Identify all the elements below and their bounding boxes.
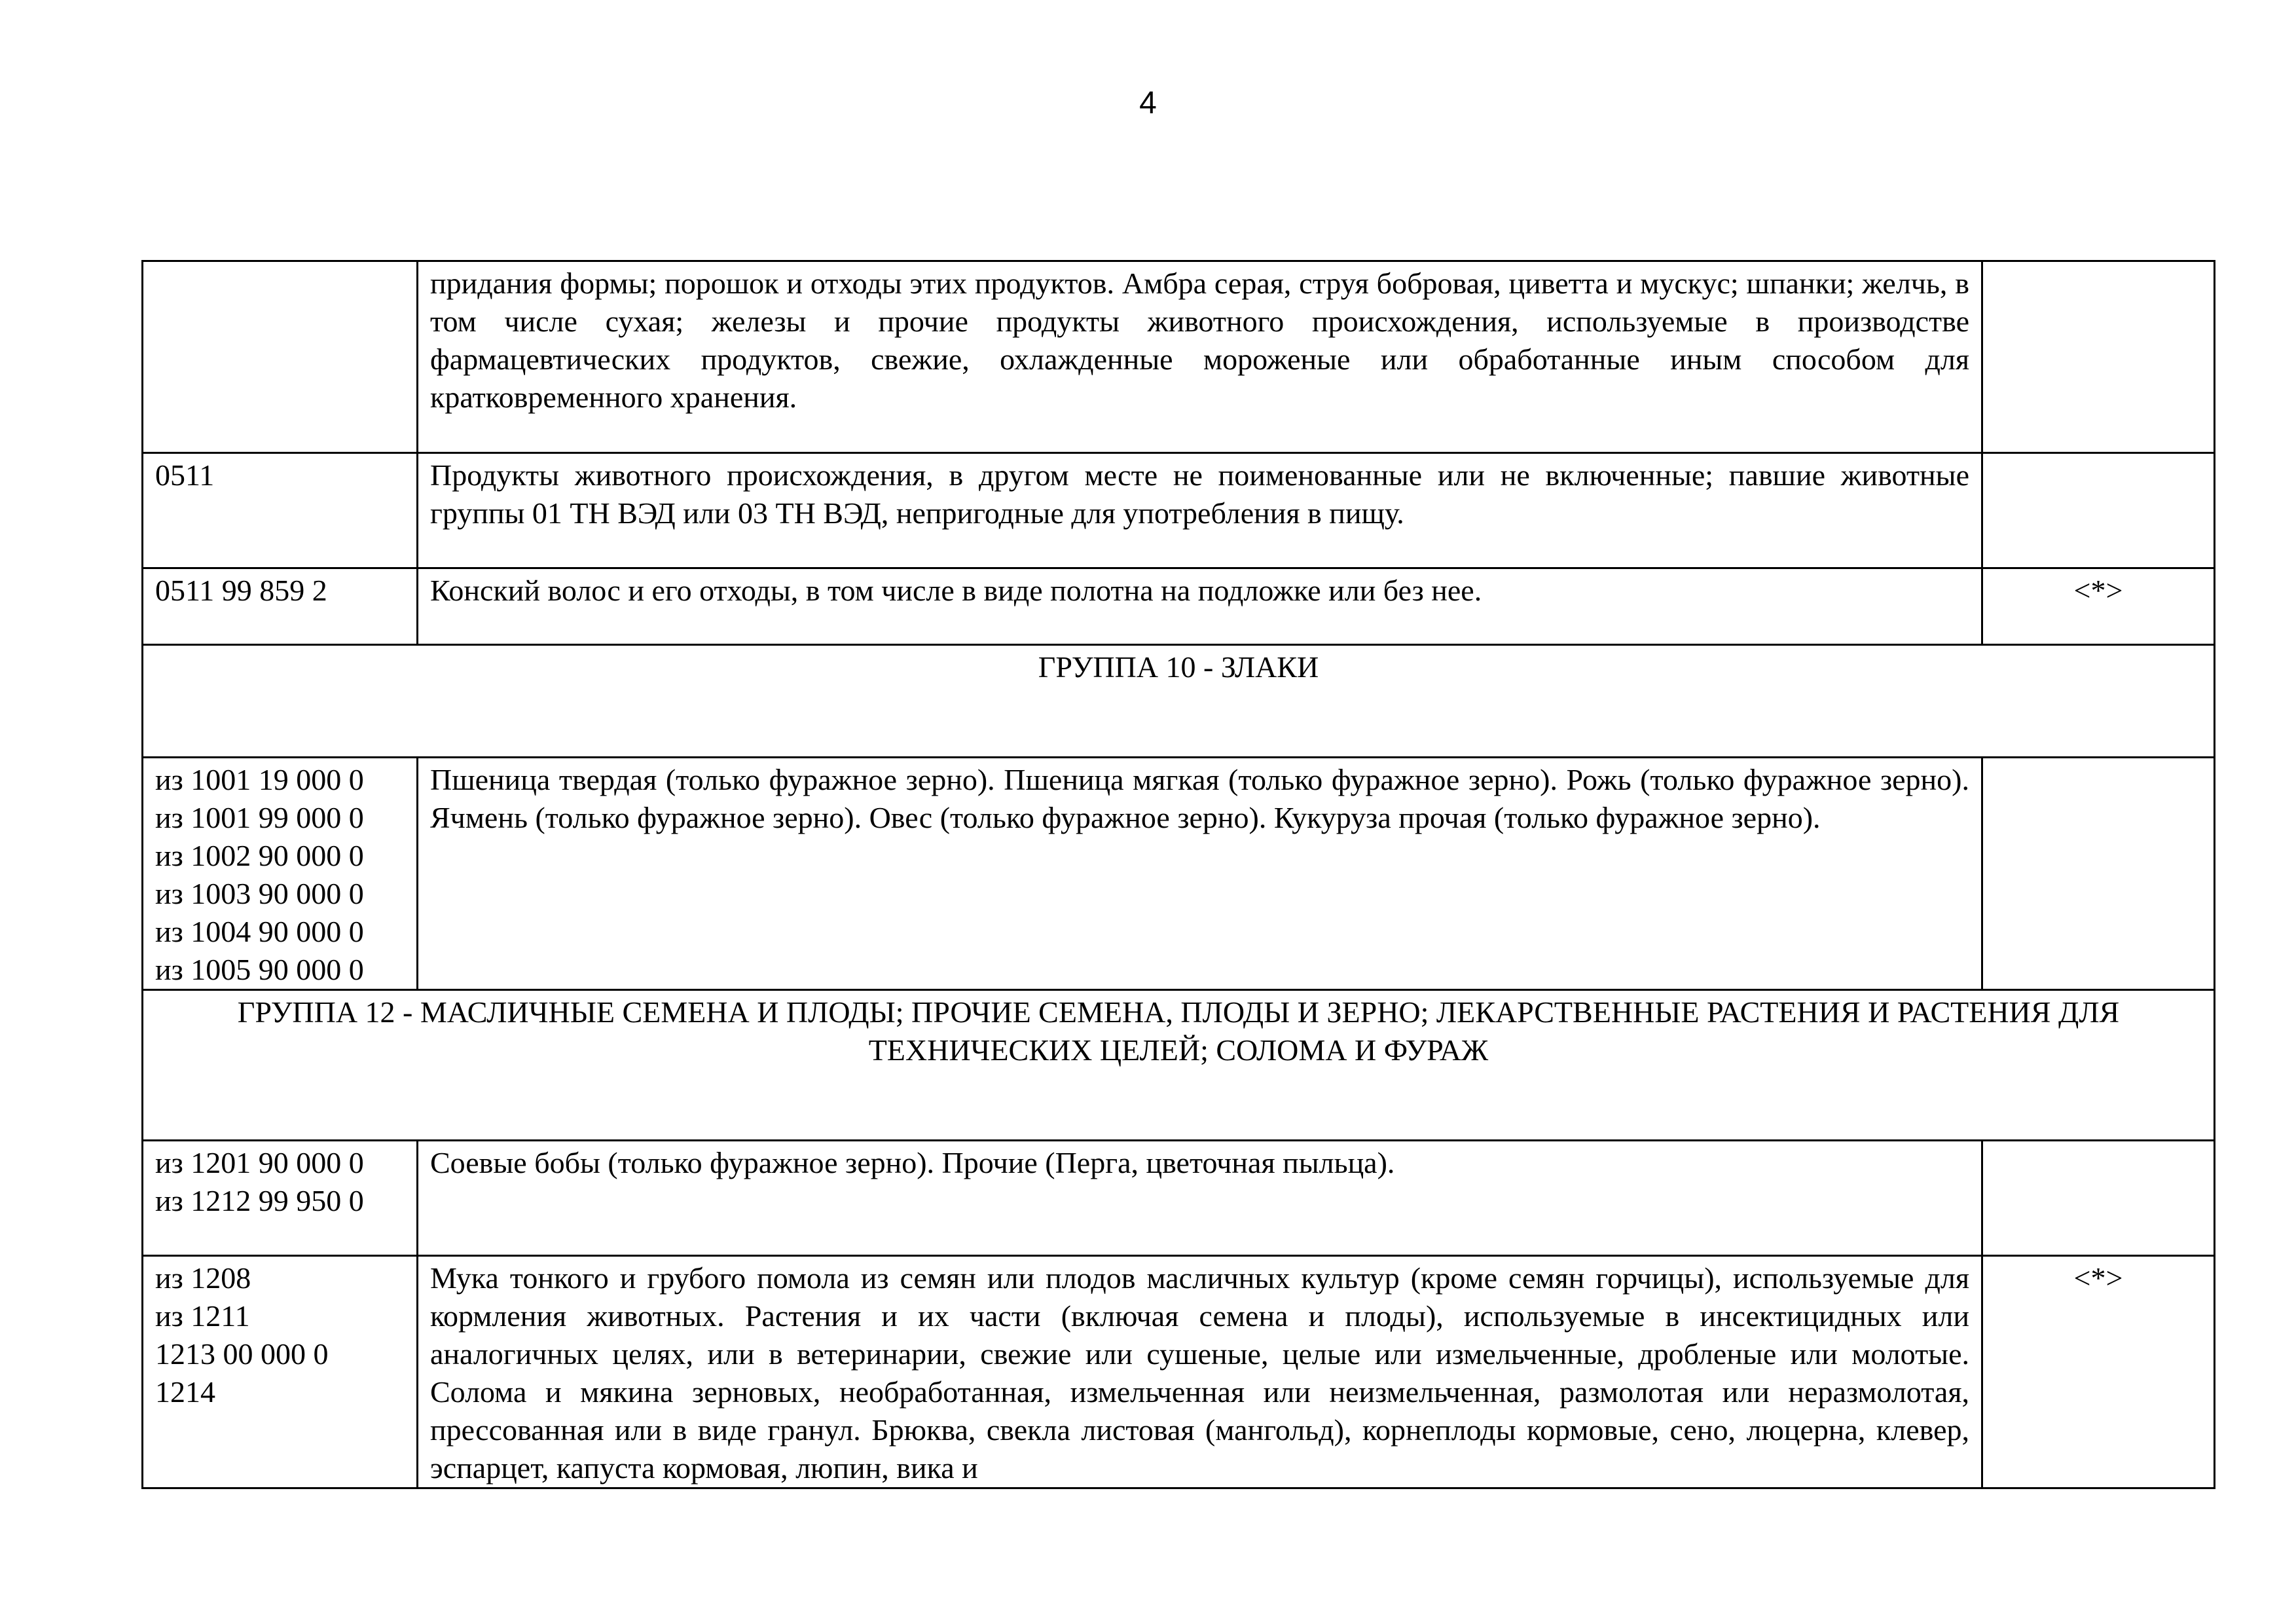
- hs-code: из 1001 19 000 0: [155, 763, 364, 796]
- group-header-row: [143, 990, 2215, 1141]
- hs-code: 1214: [155, 1375, 215, 1409]
- description-cell: [418, 758, 1982, 990]
- table-row: [143, 568, 2215, 645]
- hs-code: из 1208: [155, 1261, 251, 1295]
- group-10-title: ГРУППА 10 - ЗЛАКИ: [143, 645, 2215, 758]
- code-cell: [143, 758, 418, 990]
- description-text: Мука тонкого и грубого помола из семян или плодов масличных культур (кроме семян горчицы), используемые для кормления животных. Растения и их части (включая семена и плоды), используемые в инсектицидных или аналогичных целях, или в ветеринарии, свежие или сушеные, целые или измельченные, дробленые или молотые. Солома и мякина зерновых, необработанная, измельченная или неизмельченная, размолотая или неразмолотая, прессованная или в виде гранул. Брюква, свекла листовая (мангольд), корнеплоды кормовые, сено, люцерна, клевер, эспарцет, капуста кормовая, люпин, вика и: [430, 1261, 1969, 1485]
- hs-code: из 1003 90 000 0: [155, 877, 364, 910]
- goods-table: [141, 260, 2215, 1489]
- description-text: Конский волос и его отходы, в том числе в виде полотна на подложке или без нее.: [430, 574, 1482, 607]
- hs-code: 0511 99 859 2: [155, 574, 327, 607]
- code-cell: [143, 1256, 418, 1488]
- description-text: Пшеница твердая (только фуражное зерно). Пшеница мягкая (только фуражное зерно). Рожь (только фуражное зерно). Ячмень (только фуражное зерно). Овес (только фуражное зерно). Кукуруза прочая (только фуражное зерно).: [430, 763, 1969, 834]
- hs-code: из 1211: [155, 1299, 250, 1333]
- note-cell: [1982, 758, 2215, 990]
- hs-code: из 1212 99 950 0: [155, 1184, 364, 1217]
- page-number: 4: [1139, 86, 1157, 120]
- hs-code: из 1201 90 000 0: [155, 1146, 364, 1179]
- hs-code: из 1005 90 000 0: [155, 953, 364, 986]
- description-text: Соевые бобы (только фуражное зерно). Прочие (Перга, цветочная пыльца).: [430, 1146, 1395, 1179]
- note-cell: [1982, 1141, 2215, 1256]
- description-cell: [418, 453, 1982, 568]
- table-row: [143, 758, 2215, 990]
- table-row: [143, 1256, 2215, 1488]
- note-cell: <*>: [1982, 1256, 2215, 1488]
- hs-code: из 1001 99 000 0: [155, 801, 364, 834]
- description-text: Продукты животного происхождения, в другом месте не поименованные или не включенные; павшие животные группы 01 ТН ВЭД или 03 ТН ВЭД, непригодные для употребления в пищу.: [430, 458, 1969, 530]
- hs-code: из 1002 90 000 0: [155, 839, 364, 872]
- description-cell: [418, 1256, 1982, 1488]
- code-cell: [143, 261, 418, 453]
- code-cell: [143, 1141, 418, 1256]
- description-cell: [418, 1141, 1982, 1256]
- description-cell: [418, 261, 1982, 453]
- hs-code: из 1004 90 000 0: [155, 915, 364, 948]
- table-row: [143, 1141, 2215, 1256]
- description-cell: [418, 568, 1982, 645]
- code-cell: [143, 568, 418, 645]
- group-12-title: ГРУППА 12 - МАСЛИЧНЫЕ СЕМЕНА И ПЛОДЫ; ПРОЧИЕ СЕМЕНА, ПЛОДЫ И ЗЕРНО; ЛЕКАРСТВЕННЫЕ РАСТЕНИЯ И РАСТЕНИЯ ДЛЯ ТЕХНИЧЕСКИХ ЦЕЛЕЙ; СОЛОМА И ФУРАЖ: [143, 990, 2215, 1141]
- group-header-row: [143, 645, 2215, 758]
- table-row: [143, 261, 2215, 453]
- code-cell: [143, 453, 418, 568]
- note-cell: [1982, 261, 2215, 453]
- hs-code: 0511: [155, 458, 215, 492]
- note-cell: [1982, 453, 2215, 568]
- table-row: [143, 453, 2215, 568]
- note-cell: <*>: [1982, 568, 2215, 645]
- description-text: придания формы; порошок и отходы этих продуктов. Амбра серая, струя бобровая, циветта и мускус; шпанки; желчь, в том числе сухая; железы и прочие продукты животного происхождения, используемые в производстве фармацевтических продуктов, свежие, охлажденные мороженые или обработанные иным способом для кратковременного хранения.: [430, 267, 1969, 414]
- hs-code: 1213 00 000 0: [155, 1337, 329, 1371]
